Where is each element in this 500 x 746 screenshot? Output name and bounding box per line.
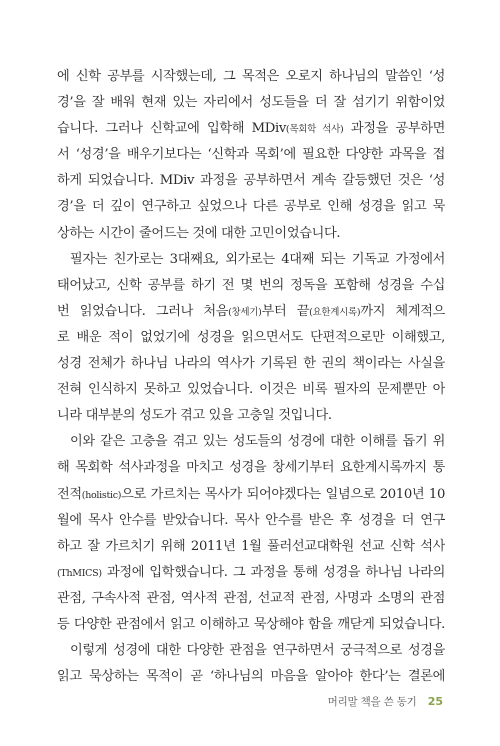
text-line	[57, 586, 445, 612]
line-text: 이렇게 성경에 대한 다양한 관점을 연구하면서 궁극적으로 성경을	[70, 643, 445, 659]
line-text: 태어났고, 신학 공부를 하기 전 몇 번의 정독을 포함해 성경을 수십	[57, 277, 445, 293]
text-line	[57, 116, 445, 142]
line-text: 하게 되었습니다. MDiv 과정을 공부하면서 계속 갈등했던 것은 ‘성	[57, 173, 445, 189]
text-line	[57, 482, 445, 508]
line-text: 월에 목사 안수를 받았습니다. 목사 안수를 받은 후 성경을 더 연구	[57, 512, 445, 528]
line-text: 읽고 묵상하는 목적이 곧 ‘하나님의 마음을 알아야 한다’는 결론에	[57, 669, 445, 685]
line-text: 서 ‘성경’을 배우기보다는 ‘신학과 목회’에 필요한 다양한 과목을 접	[57, 147, 445, 163]
annotation-text: (holistic)	[81, 489, 122, 501]
text-line	[57, 273, 445, 299]
text-line	[57, 194, 445, 220]
text-line	[57, 508, 445, 534]
text-line	[57, 377, 445, 403]
text-line	[57, 247, 445, 273]
annotation-text: (창세기)	[228, 306, 262, 318]
text-line	[57, 560, 445, 586]
line-text: 로 배운 적이 없었기에 성경을 읽으면서도 단편적으로만 이해했고,	[57, 329, 445, 345]
line-text: 까지 체계적으	[360, 303, 445, 319]
line-text: 에 신학 공부를 시작했는데, 그 목적은 오로지 하나님의 말씀인 ‘성	[57, 69, 445, 84]
line-text: 이와 같은 고충을 겪고 있는 성도들의 성경에 대한 이해를 돕기 위	[70, 434, 445, 450]
line-text: 관점, 구속사적 관점, 역사적 관점, 선교적 관점, 사명과 소명의 관점	[57, 590, 445, 606]
text-line	[57, 429, 445, 455]
line-text: 니라 대부분의 성도가 겪고 있을 고충일 것입니다.	[57, 408, 332, 424]
text-line	[57, 299, 445, 325]
line-text: 으로 가르치는 목사가 되어야겠다는 일념으로 2010년 10	[121, 486, 445, 502]
text-line	[57, 403, 445, 429]
text-line	[57, 325, 445, 351]
text-line	[57, 638, 445, 664]
text-line	[57, 534, 445, 560]
line-text: 상하는 시간이 줄어드는 것에 대한 고민이었습니다.	[57, 225, 341, 241]
line-text: 성경 전체가 하나님 나라의 역사가 기록된 한 권의 책이라는 사실을	[57, 356, 445, 372]
text-line	[57, 664, 445, 690]
line-text: 전혀 인식하지 못하고 있었습니다. 이것은 비록 필자의 문제뿐만 아	[57, 382, 445, 398]
line-text: 필자는 친가로는 3대째요, 외가로는 4대째 되는 기독교 가정에서	[70, 251, 445, 267]
annotation-text: (ThMICS)	[57, 567, 102, 579]
text-line	[57, 168, 445, 194]
body-text	[57, 64, 445, 690]
annotation-text: (목회학 석사)	[285, 124, 344, 136]
page-footer	[328, 692, 443, 708]
text-line	[57, 64, 445, 90]
text-line	[57, 90, 445, 116]
line-text: 습니다. 그러나 신학교에 입학해 MDiv	[57, 121, 286, 137]
line-text: 과정에 입학했습니다. 그 과정을 통해 성경을 하나님 나라의	[101, 564, 445, 580]
running-title: 머리말 책을 쓴 동기	[327, 696, 417, 708]
line-text: 등 다양한 관점에서 읽고 이해하고 묵상해야 함을 깨닫게 되었습니다.	[57, 616, 445, 632]
text-line	[57, 142, 445, 168]
text-line	[57, 455, 445, 481]
line-text: 경’을 잘 배워 현재 있는 자리에서 성도들을 더 잘 섬기기 위함이었	[57, 95, 445, 111]
line-text: 부터 끝	[261, 303, 310, 319]
line-text: 해 목회학 석사과정을 마치고 성경을 창세기부터 요한계시록까지 통	[57, 460, 445, 476]
line-text: 하고 잘 가르치기 위해 2011년 1월 풀러선교대학원 선교 신학 석사	[57, 538, 445, 554]
line-text: 과정을 공부하면	[343, 121, 445, 137]
annotation-text: (요한계시록)	[309, 306, 361, 318]
line-text: 번 읽었습니다. 그러나 처음	[57, 303, 229, 319]
text-line	[57, 221, 445, 247]
page-number: 25	[427, 695, 443, 708]
text-line	[57, 351, 445, 377]
text-line	[57, 612, 445, 638]
line-text: 전적	[57, 486, 82, 502]
line-text: 경’을 더 깊이 연구하고 싶었으나 다른 공부로 인해 성경을 읽고 묵	[57, 199, 445, 215]
